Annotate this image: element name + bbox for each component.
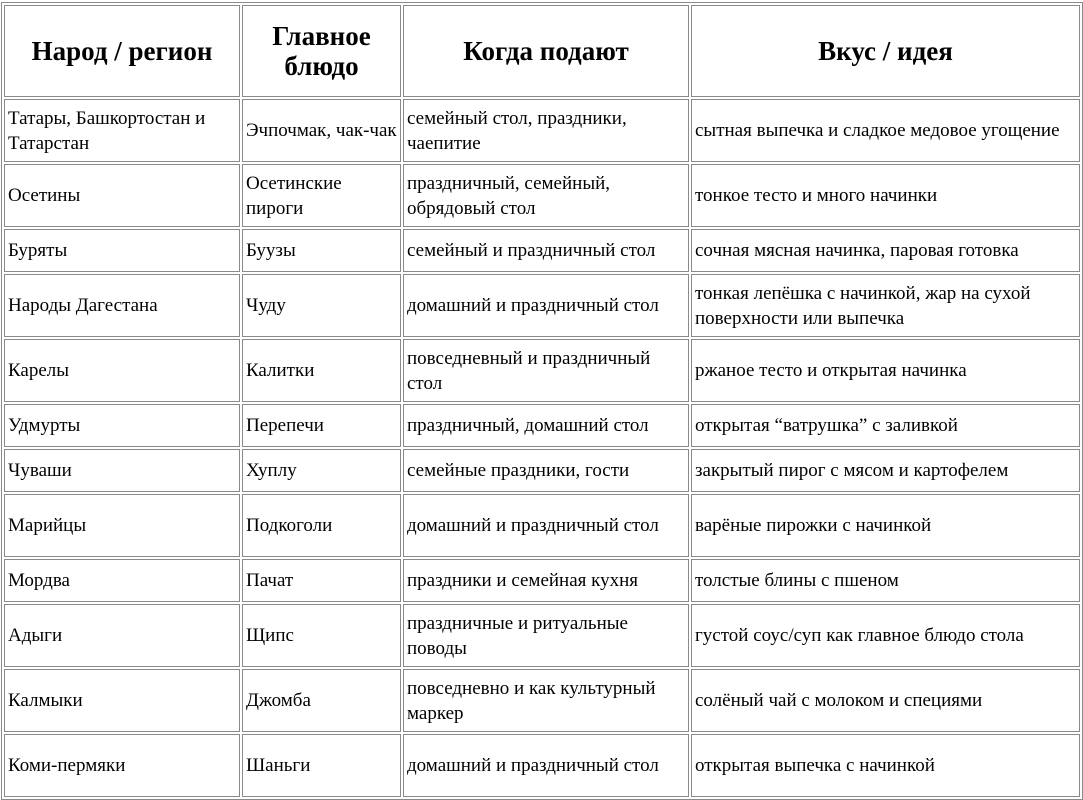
header-people: Народ / регион — [4, 5, 240, 97]
cell-dish: Чуду — [242, 274, 401, 337]
cell-when-served: повседневно и как культурный маркер — [403, 669, 689, 732]
cell-dish: Джомба — [242, 669, 401, 732]
table-row — [4, 99, 1080, 162]
table-row — [4, 669, 1080, 732]
cell-when-served: домашний и праздничный стол — [403, 274, 689, 337]
cell-when-served: праздничный, домашний стол — [403, 404, 689, 447]
cell-people: Удмурты — [4, 404, 240, 447]
cell-people: Мордва — [4, 559, 240, 602]
cell-taste: тонкое тесто и много начинки — [691, 164, 1080, 227]
cell-when-served: повседневный и праздничный стол — [403, 339, 689, 402]
cell-people: Народы Дагестана — [4, 274, 240, 337]
header-row — [4, 5, 1080, 97]
cell-dish: Осетинские пироги — [242, 164, 401, 227]
header-dish: Главное блюдо — [242, 5, 401, 97]
table-row — [4, 274, 1080, 337]
cell-taste: густой соус/суп как главное блюдо стола — [691, 604, 1080, 667]
cell-when-served: семейный стол, праздники, чаепитие — [403, 99, 689, 162]
table-row — [4, 339, 1080, 402]
cell-taste: толстые блины с пшеном — [691, 559, 1080, 602]
table-row — [4, 164, 1080, 227]
cell-people: Буряты — [4, 229, 240, 272]
cell-people: Марийцы — [4, 494, 240, 557]
cell-dish: Калитки — [242, 339, 401, 402]
cell-taste: ржаное тесто и открытая начинка — [691, 339, 1080, 402]
cell-when-served: домашний и праздничный стол — [403, 734, 689, 797]
cell-taste: солёный чай с молоком и специями — [691, 669, 1080, 732]
cell-taste: варёные пирожки с начинкой — [691, 494, 1080, 557]
table-row — [4, 229, 1080, 272]
cell-when-served: домашний и праздничный стол — [403, 494, 689, 557]
cell-taste: сочная мясная начинка, паровая готовка — [691, 229, 1080, 272]
header-taste: Вкус / идея — [691, 5, 1080, 97]
cell-taste: тонкая лепёшка с начинкой, жар на сухой поверхности или выпечка — [691, 274, 1080, 337]
cell-people: Коми-пермяки — [4, 734, 240, 797]
cell-dish: Пачат — [242, 559, 401, 602]
cell-people: Калмыки — [4, 669, 240, 732]
cell-taste: открытая выпечка с начинкой — [691, 734, 1080, 797]
cell-when-served: праздничные и ритуальные поводы — [403, 604, 689, 667]
cell-dish: Шаньги — [242, 734, 401, 797]
cell-when-served: праздничный, семейный, обрядовый стол — [403, 164, 689, 227]
table-row — [4, 494, 1080, 557]
cell-when-served: праздники и семейная кухня — [403, 559, 689, 602]
cell-taste: открытая “ватрушка” с заливкой — [691, 404, 1080, 447]
cell-taste: сытная выпечка и сладкое медовое угощение — [691, 99, 1080, 162]
cell-dish: Эчпочмак, чак-чак — [242, 99, 401, 162]
cuisine-table — [1, 2, 1083, 800]
cell-taste: закрытый пирог с мясом и картофелем — [691, 449, 1080, 492]
cell-people: Чуваши — [4, 449, 240, 492]
cell-dish: Буузы — [242, 229, 401, 272]
header-when-served: Когда подают — [403, 5, 689, 97]
table-row — [4, 449, 1080, 492]
cell-dish: Перепечи — [242, 404, 401, 447]
cell-when-served: семейные праздники, гости — [403, 449, 689, 492]
cell-dish: Подкоголи — [242, 494, 401, 557]
cell-dish: Щипс — [242, 604, 401, 667]
table-row — [4, 604, 1080, 667]
cell-dish: Хуплу — [242, 449, 401, 492]
table-row — [4, 404, 1080, 447]
cell-people: Осетины — [4, 164, 240, 227]
cell-people: Татары, Башкортостан и Татарстан — [4, 99, 240, 162]
cell-people: Адыги — [4, 604, 240, 667]
table-row — [4, 559, 1080, 602]
cell-people: Карелы — [4, 339, 240, 402]
cell-when-served: семейный и праздничный стол — [403, 229, 689, 272]
